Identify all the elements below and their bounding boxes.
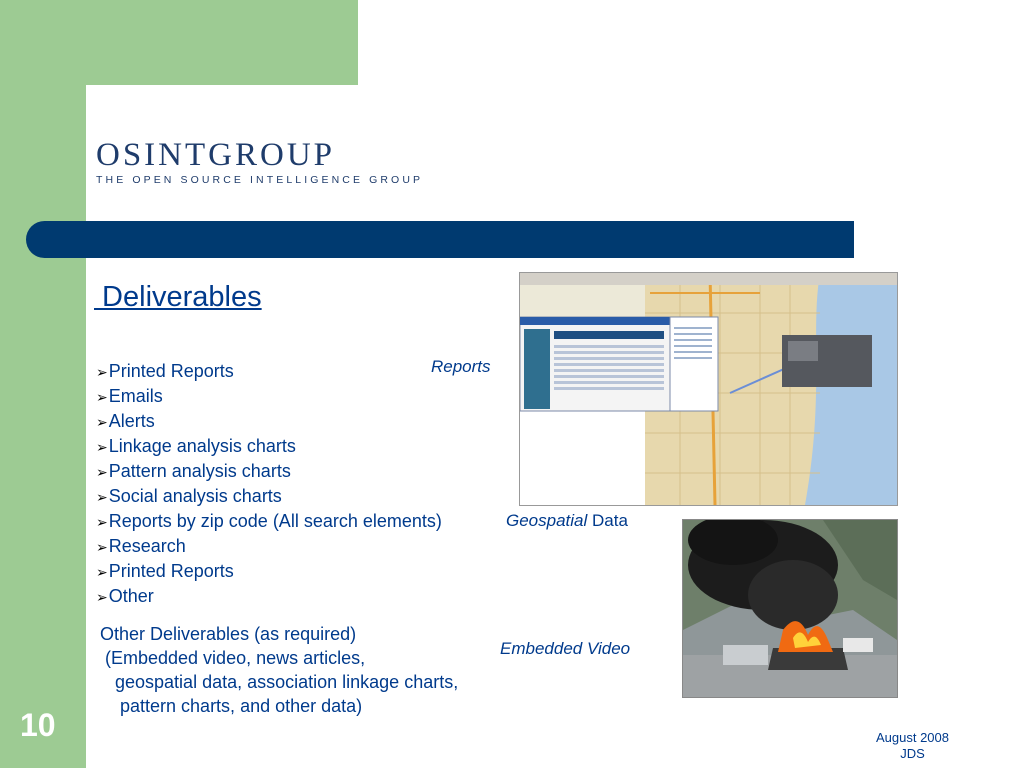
other-line: pattern charts, and other data) — [100, 696, 363, 716]
caption-video: Embedded Video — [500, 639, 631, 658]
deliverables-list — [96, 359, 442, 609]
other-deliverables — [100, 622, 458, 718]
fire-illustration — [683, 520, 897, 697]
arrow-bullet-icon: ➢ — [96, 439, 108, 455]
list-item: ➢Alerts — [96, 411, 155, 431]
caption-reports: Reports — [431, 357, 491, 376]
logo-tagline: THE OPEN SOURCE INTELLIGENCE GROUP — [96, 174, 424, 186]
list-item: ➢Printed Reports — [96, 561, 234, 581]
list-item: ➢Printed Reports — [96, 361, 234, 381]
list-item: ➢Linkage analysis charts — [96, 436, 296, 456]
caption-geospatial: Geospatial Data — [506, 511, 628, 530]
arrow-bullet-icon: ➢ — [96, 589, 108, 605]
logo-wordmark: OSINTGROUP — [96, 137, 336, 173]
geospatial-screenshot — [519, 272, 898, 506]
list-item: ➢Research — [96, 536, 186, 556]
footer-author: JDS — [900, 746, 925, 761]
arrow-bullet-icon: ➢ — [96, 489, 108, 505]
map-illustration — [520, 273, 897, 505]
list-item: ➢Reports by zip code (All search elements) — [96, 511, 442, 531]
arrow-bullet-icon: ➢ — [96, 364, 108, 380]
list-item: ➢Pattern analysis charts — [96, 461, 291, 481]
footer-date: August 2008 — [875, 730, 949, 745]
header-bar — [26, 221, 854, 258]
arrow-bullet-icon: ➢ — [96, 414, 108, 430]
list-item: ➢Emails — [96, 386, 163, 406]
footer — [860, 730, 965, 762]
list-item: ➢Social analysis charts — [96, 486, 282, 506]
left-green-band — [0, 0, 86, 768]
arrow-bullet-icon: ➢ — [96, 539, 108, 555]
other-line: (Embedded video, news articles, — [100, 648, 366, 668]
other-line: Other Deliverables (as required) — [100, 624, 357, 644]
osintgroup-logo — [96, 138, 476, 188]
arrow-bullet-icon: ➢ — [96, 389, 108, 405]
other-line: geospatial data, association linkage charts, — [100, 672, 459, 692]
arrow-bullet-icon: ➢ — [96, 564, 108, 580]
embedded-video-still — [682, 519, 898, 698]
slide-number: 10 — [20, 707, 56, 743]
arrow-bullet-icon: ➢ — [96, 464, 108, 480]
list-item: ➢Other — [96, 586, 154, 606]
arrow-bullet-icon: ➢ — [96, 514, 108, 530]
slide-title: Deliverables — [94, 281, 262, 313]
